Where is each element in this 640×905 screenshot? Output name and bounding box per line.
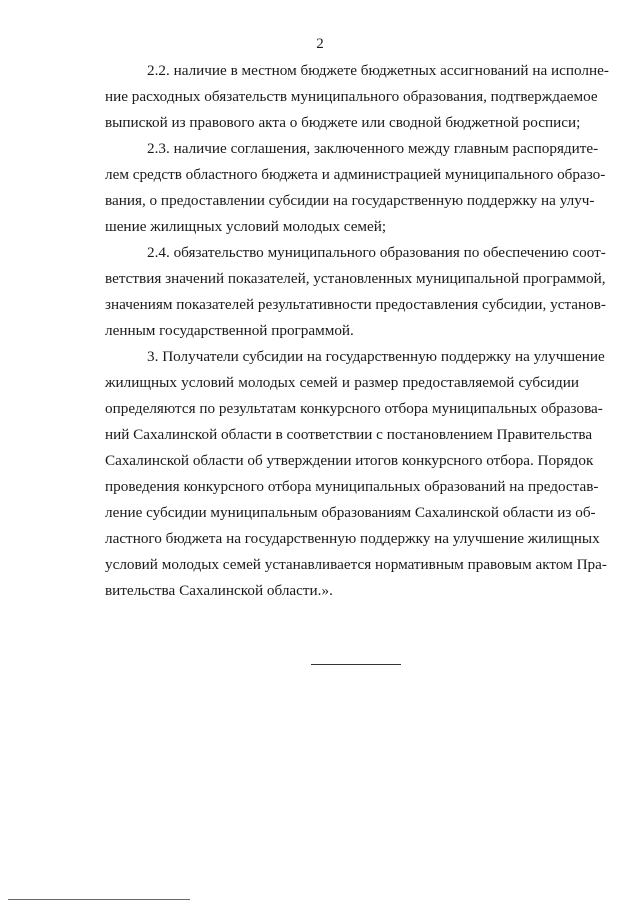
paragraph-3-line: условий молодых семей устанавливается нормативным правовым актом Пра- bbox=[105, 556, 607, 573]
paragraph-2-2-line: выпиской из правового акта о бюджете или сводной бюджетной росписи; bbox=[105, 114, 581, 131]
paragraph-3-line: вительства Сахалинской области.». bbox=[105, 582, 333, 599]
paragraph-3-line: Сахалинской области об утверждении итогов конкурсного отбора. Порядок bbox=[105, 452, 594, 469]
paragraph-2-2-line: ние расходных обязательств муниципального образования, подтверждаемое bbox=[105, 88, 598, 105]
paragraph-2-4-line: ветствия значений показателей, установленных муниципальной программой, bbox=[105, 270, 606, 287]
paragraph-2-2-line: 2.2. наличие в местном бюджете бюджетных ассигнований на исполне- bbox=[147, 62, 609, 79]
paragraph-2-4-line: 2.4. обязательство муниципального образования по обеспечению соот- bbox=[147, 244, 606, 261]
paragraph-2-3-line: шение жилищных условий молодых семей; bbox=[105, 218, 387, 235]
paragraph-3-line: ластного бюджета на государственную поддержку на улучшение жилищных bbox=[105, 530, 600, 547]
paragraph-3-line: ний Сахалинской области в соответствии с постановлением Правительства bbox=[105, 426, 593, 443]
paragraph-3-line: проведения конкурсного отбора муниципальных образований на предостав- bbox=[105, 478, 599, 495]
end-of-text-rule bbox=[311, 664, 401, 665]
footer-rule bbox=[8, 899, 190, 900]
paragraph-2-4-line: ленным государственной программой. bbox=[105, 322, 354, 339]
paragraph-3-line: ление субсидии муниципальным образованиям Сахалинской области из об- bbox=[105, 504, 596, 521]
paragraph-3-line: определяются по результатам конкурсного отбора муниципальных образова- bbox=[105, 400, 603, 417]
paragraph-2-3-line: вания, о предоставлении субсидии на государственную поддержку на улуч- bbox=[105, 192, 595, 209]
page-number: 2 bbox=[316, 36, 324, 52]
paragraph-2-4-line: значениям показателей результативности предоставления субсидии, установ- bbox=[105, 296, 606, 313]
paragraph-3-line: 3. Получатели субсидии на государственную поддержку на улучшение bbox=[147, 348, 605, 365]
paragraph-2-3-line: 2.3. наличие соглашения, заключенного между главным распорядите- bbox=[147, 140, 599, 157]
paragraph-2-3-line: лем средств областного бюджета и администрацией муниципального образо- bbox=[105, 166, 606, 183]
paragraph-3-line: жилищных условий молодых семей и размер предоставляемой субсидии bbox=[105, 374, 579, 391]
